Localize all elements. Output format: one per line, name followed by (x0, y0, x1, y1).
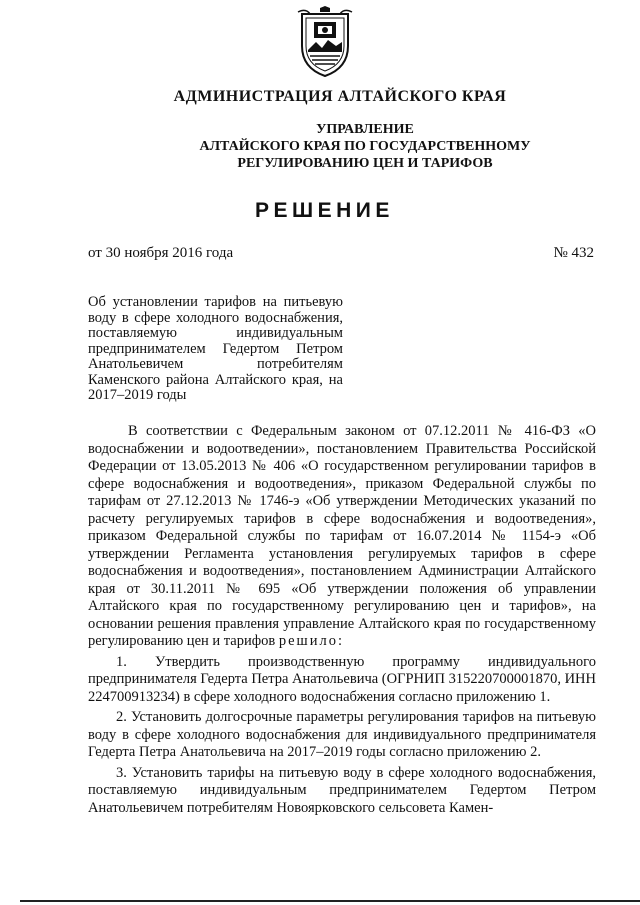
department-line-3: РЕГУЛИРОВАНИЮ ЦЕН И ТАРИФОВ (237, 156, 493, 171)
department-line-2: АЛТАЙСКОГО КРАЯ ПО ГОСУДАРСТВЕННОМУ (199, 139, 531, 154)
document-body (88, 423, 596, 820)
item-1-paragraph: 1. Утвердить производственную программу индивидуального предпринимателя Гедерта Петра Анатольевича (ОГРНИП 315220700001870, ИНН 224700913234) в сфере холодного водоснабжения согласно приложению 1. (88, 653, 597, 705)
preamble-text: В соответствии с Федеральным законом от 07.12.2011 № 416-ФЗ «О водоснабжении и водоотведении», постановлением Правительства Российской Федерации от 13.05.2013 № 406 «О государственном регулировании тарифов в сфере водоснабжения и водоотведения», приказом Федеральной службы по тарифам от 27.12.2013 № 1746-э «Об утверждении Методических указаний по расчету регулируемых тарифов в сфере водоснабжения и водоотведения», приказом Федеральной службы по тарифам от 16.07.2014 № 1154-э «Об утверждении Регламента установления регулируемых тарифов в сфере водоснабжения и водоотведения», постановлением Администрации Алтайского края от 30.11.2011 № 695 «Об утверждении положения об управлении Алтайского края по государственному регулированию цен и тарифов», на основании решения правления управление Алтайского края по государственному регулированию цен и тарифов (88, 423, 596, 649)
document-date: от 30 ноября 2016 года (88, 245, 234, 261)
department-name (150, 121, 580, 172)
administration-name: АДМИНИСТРАЦИЯ АЛТАЙСКОГО КРАЯ (173, 88, 507, 105)
coat-of-arms-icon (296, 6, 354, 80)
department-line-1: УПРАВЛЕНИЕ (316, 122, 414, 137)
item-3-paragraph: 3. Установить тарифы на питьевую воду в сфере холодного водоснабжения, поставляемую индивидуальным предпринимателем Гедертом Петром Анатольевичем потребителям Новоярковского сельсовета Камен- (88, 764, 596, 816)
preamble-paragraph: В соответствии с Федеральным законом от 07.12.2011 № 416-ФЗ «О водоснабжении и водоотведении», постановлением Правительства Российской Федерации от 13.05.2013 № 406 «О государственном регулировании тарифов в сфере водоснабжения и водоотведения», приказом Федеральной службы по тарифам от 27.12.2013 № 1746-э «Об утверждении Методических указаний по расчету регулируемых тарифов в сфере водоснабжения и водоотведения», приказом Федеральной службы по тарифам от 16.07.2014 № 1154-э «Об утверждении Регламента установления регулируемых тарифов в сфере водоснабжения и водоотведения», постановлением Администрации Алтайского края от 30.11.2011 № 695 «Об утверждении положения об управлении Алтайского края по государственному регулированию цен и тарифов», на основании решения правления управление Алтайского края по государственному регулированию цен и тарифов решило: (88, 423, 596, 649)
document-type: РЕШЕНИЕ (255, 199, 394, 222)
decided-word: решило (278, 633, 338, 649)
document-number: № 432 (553, 245, 594, 261)
document-subject: Об установлении тарифов на питьевую воду в сфере холодного водоснабжения, поставляемую индивидуальным предпринимателем Гедертом Петром Анатольевичем потребителям Каменского района Алтайского края, на 2017–2019 годы (88, 294, 343, 403)
page-edge-line (20, 900, 640, 902)
item-2-paragraph: 2. Установить долгосрочные параметры регулирования тарифов на питьевую воду в сфере холодного водоснабжения для индивидуального предпринимателя Гедерта Петра Анатольевича на 2017–2019 годы согласно приложению 2. (88, 709, 596, 760)
